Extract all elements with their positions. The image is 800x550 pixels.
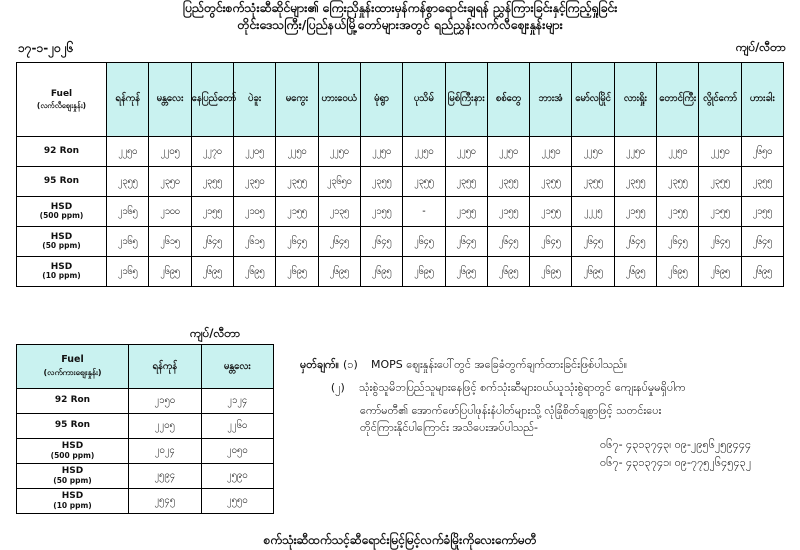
notes-block: [300, 356, 790, 471]
price-cell: ၂၆၉၅: [572, 257, 614, 287]
row-header-fuel-type: 95 Ron: [17, 167, 107, 197]
price-cell: ၂၂၅၀: [276, 137, 318, 167]
price-cell: ၂၂၅၀: [360, 137, 402, 167]
price-cell: ၂၆၉၅: [318, 257, 360, 287]
price-cell: ၂၆၁၅: [233, 227, 275, 257]
price-cell: ၂၁၃၅: [318, 197, 360, 227]
price-cell: ၂၆၉၅: [149, 257, 191, 287]
row-header-fuel-type: HSD (500 ppm): [17, 197, 107, 227]
price-cell: ၂၃၅၅: [530, 167, 572, 197]
price-cell: ၂၂၅၀: [530, 137, 572, 167]
price-cell: ၂၆၄၅: [403, 227, 445, 257]
price-cell: ၂၁၅၅: [360, 197, 402, 227]
price-cell: ၂၂၅၀: [657, 137, 699, 167]
price-cell: ၂၃၅၅: [699, 167, 741, 197]
unit-label-wholesale: ကျပ်/လီတာ: [190, 326, 241, 340]
price-cell: ၂၃၆၅၀: [318, 167, 360, 197]
column-header-city: [614, 63, 656, 137]
row-header-fuel-type: HSD (50 ppm): [17, 227, 107, 257]
price-cell: ၂၂၅၀: [572, 137, 614, 167]
note-text: သုံးစွဲသူမိဘပြည်သူများနေဖြင့် စက်သုံးဆီများဝယ်ယူသုံးစွဲရာတွင် ကျေးနပ်မှုမရှိပါက: [358, 381, 686, 395]
price-cell: ၂၂၅၀: [445, 137, 487, 167]
column-header-city: [699, 63, 741, 137]
column-header-city: [129, 345, 202, 389]
column-header-city: [149, 63, 191, 137]
price-cell: ၂၆၉၅: [614, 257, 656, 287]
notes-label: မှတ်ချက်။: [300, 358, 340, 371]
price-cell: ၂၆၉၅: [741, 257, 783, 287]
retail-price-table: [16, 62, 784, 287]
column-header-city: [741, 63, 783, 137]
price-cell: ၂၆၉၅: [233, 257, 275, 287]
price-cell: ၂၆၄၅: [318, 227, 360, 257]
price-cell: ၂၁၅၅: [741, 197, 783, 227]
row-header-fuel-type: 92 Ron: [17, 137, 107, 167]
notes-label-spacer: [300, 379, 331, 396]
price-cell: ၂၁၅၅: [530, 197, 572, 227]
price-cell: ၂၃၅၀: [149, 167, 191, 197]
price-cell: ၂၂၅၀: [403, 137, 445, 167]
table-row: [17, 389, 274, 414]
column-header-city: [403, 63, 445, 137]
price-cell: ၂၂၇၀: [191, 137, 233, 167]
price-cell: ၂၀၂၄: [129, 439, 202, 464]
column-header-city: [233, 63, 275, 137]
price-cell: ၂၁၅၅: [657, 197, 699, 227]
price-cell: ၂၆၉၅: [191, 257, 233, 287]
row-header-fuel-type: HSD (50 ppm): [17, 464, 129, 489]
column-header-city: [657, 63, 699, 137]
price-cell: ၂၁၅၅: [276, 197, 318, 227]
column-header-city: [276, 63, 318, 137]
table-row: [17, 197, 784, 227]
price-cell: ၂၃၅၅: [445, 167, 487, 197]
table-row: [17, 439, 274, 464]
price-cell: ၂၅၅၀: [201, 489, 274, 514]
price-cell: ၂၆၄၅: [614, 227, 656, 257]
city-label: မန္တလေး: [156, 93, 184, 105]
city-label: ဘားအံ: [538, 93, 563, 105]
note-number: (၂): [330, 381, 345, 395]
column-header-city: [318, 63, 360, 137]
price-cell: ၂၂၅၀: [318, 137, 360, 167]
price-cell: ၂၁၅၅: [191, 197, 233, 227]
table-row: [17, 137, 784, 167]
city-label: လားရှိုး: [623, 93, 647, 105]
price-cell: ၂၂၀၅: [149, 137, 191, 167]
price-cell: ၂၃၅၅: [614, 167, 656, 197]
price-cell: ၂၃၅၅: [487, 167, 529, 197]
column-header-city: [445, 63, 487, 137]
table-row: [17, 227, 784, 257]
price-cell: ၂၁၀၀: [149, 197, 191, 227]
city-label: ရန်ကုန်: [152, 360, 178, 372]
city-label: မကွေး: [285, 93, 309, 105]
price-cell: ၂၁၆၅: [107, 227, 149, 257]
column-header-city: [191, 63, 237, 137]
note-text: MOPS ဈေးနှုန်းပေါ်တွင် အခြေခံတွက်ချက်ထားခြင်းဖြစ်ပါသည်။: [371, 358, 628, 371]
row-header-fuel-type: HSD (10 ppm): [17, 489, 129, 514]
price-cell: ၂၂၀၅: [233, 137, 275, 167]
document-title-line-1: ပြည်တွင်းစက်သုံးဆီဆိုင်များ၏ ကြေးညှိနှုန်းထားမှန်ကန်စွာရောင်းချရန် ညွှန်ကြားခြင်းနှင့်ကြည့်ရှုခြင်း: [182, 0, 618, 15]
table-row: [17, 167, 784, 197]
price-cell: ၂၁၆၅: [107, 197, 149, 227]
city-label: ပုသိမ်: [413, 93, 434, 105]
price-cell: ၂၃၅၀: [233, 167, 275, 197]
document-title-line-2: တိုင်းဒေသကြီး/ပြည်နယ်မြို့တော်များအတွင် ရည်ညွှန်းလက်လီဈေးနှုန်းများ: [237, 17, 563, 32]
note-number: (၁): [343, 358, 358, 371]
price-cell: ၂၂၀၅: [129, 414, 202, 439]
note-text-continued-2: တိုင်ကြားနိုင်ပါကြောင်း အသိပေးအပ်ပါသည်-: [360, 421, 538, 435]
price-cell: ၂၃၅၅: [107, 167, 149, 197]
table-row: [17, 464, 274, 489]
city-label: ဟားခါး: [749, 93, 775, 105]
footer-committee-name: စက်သုံးဆီထက်သင့်ဆီရောင်းမြင့်မြင့်လက်ခံမြိုးကိုလေးကော်မတီ: [263, 533, 537, 547]
unit-label-retail: ကျပ်/လီတာ: [735, 40, 786, 54]
wholesale-price-table: [16, 344, 274, 514]
price-cell: ၂၁၅၅: [699, 197, 741, 227]
note-text-continued: ကော်မတီ၏ အောက်ဖော်ပြပါဖုန်းနံပါတ်များသို့ လုံခြုံစိတ်ချစွာဖြင့် သတင်းပေး: [360, 404, 662, 418]
price-cell: ၂၃၅၅: [360, 167, 402, 197]
city-label: ရန်ကုန်: [115, 93, 140, 105]
price-cell: ၂၁၅၀: [129, 389, 202, 414]
price-cell: ၂၃၅၅: [276, 167, 318, 197]
price-cell: -: [403, 197, 445, 227]
note-item: [300, 379, 790, 396]
price-cell: ၂၆၄၅: [360, 227, 402, 257]
city-label: နေပြည်တော်: [191, 93, 237, 105]
price-cell: ၂၆၄၅: [530, 227, 572, 257]
table-row: [17, 489, 274, 514]
price-cell: ၂၆၅၀: [741, 137, 783, 167]
price-cell: ၂၅၉၀: [201, 464, 274, 489]
column-header-city: [360, 63, 402, 137]
column-header-city: [530, 63, 572, 137]
price-cell: ၂၆၄၅: [572, 227, 614, 257]
table-header-row: [17, 63, 784, 137]
price-cell: ၂၆၄၅: [191, 227, 233, 257]
price-cell: ၂၂၅၀: [487, 137, 529, 167]
column-header-city: [107, 63, 149, 137]
price-cell: ၂၃၅၅: [191, 167, 233, 197]
price-cell: ၂၃၅၅: [403, 167, 445, 197]
price-cell: ၂၃၅၅: [657, 167, 699, 197]
price-cell: ၂၆၄၅: [657, 227, 699, 257]
price-cell: ၂၀၅၀: [201, 439, 274, 464]
price-cell: ၂၆၉၅: [699, 257, 741, 287]
price-cell: ၂၆၉၅: [657, 257, 699, 287]
price-cell: ၂၁၀၅: [233, 197, 275, 227]
price-cell: ၂၅၄၅: [129, 489, 202, 514]
city-label: မန္တလေး: [223, 360, 251, 372]
price-cell: ၂၃၅၅: [741, 167, 783, 197]
date-label: ၁၇-၁-၂၀၂၆: [18, 41, 74, 55]
column-header-city: [572, 63, 614, 137]
price-cell: ၂၂၂၅: [572, 197, 614, 227]
price-cell: ၂၂၆၀: [201, 414, 274, 439]
table-header-row: [17, 345, 274, 389]
column-header-city: [201, 345, 274, 389]
price-cell: ၂၆၄၅: [741, 227, 783, 257]
price-cell: ၂၂၅၀: [699, 137, 741, 167]
table-row: [17, 257, 784, 287]
price-cell: ၂၆၄၅: [445, 227, 487, 257]
city-label: ဟားဝေယံ: [321, 93, 357, 105]
price-cell: ၂၆၉၅: [445, 257, 487, 287]
table-row: [17, 414, 274, 439]
row-header-fuel-type: HSD (500 ppm): [17, 439, 129, 464]
city-label: လွိုင်ကော်: [703, 93, 737, 105]
price-cell: ၂၆၄၅: [699, 227, 741, 257]
price-cell: ၂၂၅၀: [107, 137, 149, 167]
city-label: မုံရွာ: [374, 93, 389, 105]
column-header-fuel: Fuel (လက်လီဈေးနှုန်း): [17, 63, 107, 137]
price-cell: ၂၁၅၅: [487, 197, 529, 227]
city-label: ပဲခူး: [248, 93, 262, 105]
price-cell: ၂၁၂၄: [201, 389, 274, 414]
price-cell: ၂၆၉၅: [487, 257, 529, 287]
city-label: တောင်ကြီး: [659, 93, 697, 105]
price-cell: ၂၆၁၅: [149, 227, 191, 257]
column-header-fuel: Fuel (လက်ကားဈေးနှုန်း): [17, 345, 129, 389]
row-header-fuel-type: 92 Ron: [17, 389, 129, 414]
price-cell: ၂၁၆၅: [107, 257, 149, 287]
price-cell: ၂၅၉၄: [129, 464, 202, 489]
price-cell: ၂၆၉၅: [276, 257, 318, 287]
price-cell: ၂၁၅၅: [614, 197, 656, 227]
city-label: မြစ်ကြီးနား: [447, 93, 485, 105]
row-header-fuel-type: HSD (10 ppm): [17, 257, 107, 287]
row-header-fuel-type: 95 Ron: [17, 414, 129, 439]
note-item: [300, 356, 790, 373]
price-cell: ၂၆၉၅: [530, 257, 572, 287]
city-label: မော်လမြိုင်: [575, 93, 611, 105]
contact-phone-line-1: ၀၆၇- ၄၃၁၃၇၄၃၊ ၀၉-၂၉၅၆၂၅၉၄၄၄: [600, 438, 752, 452]
price-cell: ၂၂၅၀: [614, 137, 656, 167]
city-label: စစ်တွေ: [495, 93, 522, 105]
price-cell: ၂၆၄၅: [276, 227, 318, 257]
price-cell: ၂၆၄၅: [487, 227, 529, 257]
price-cell: ၂၁၅၅: [445, 197, 487, 227]
column-header-city: [487, 63, 529, 137]
price-cell: ၂၃၅၅: [572, 167, 614, 197]
contact-phone-line-2: ၀၆၇- ၄၃၁၃၇၄၁၊ ၀၉-၇၇၅၂၆၄၅၄၃၂: [600, 455, 752, 469]
price-cell: ၂၆၉၅: [360, 257, 402, 287]
price-cell: ၂၆၉၅: [403, 257, 445, 287]
